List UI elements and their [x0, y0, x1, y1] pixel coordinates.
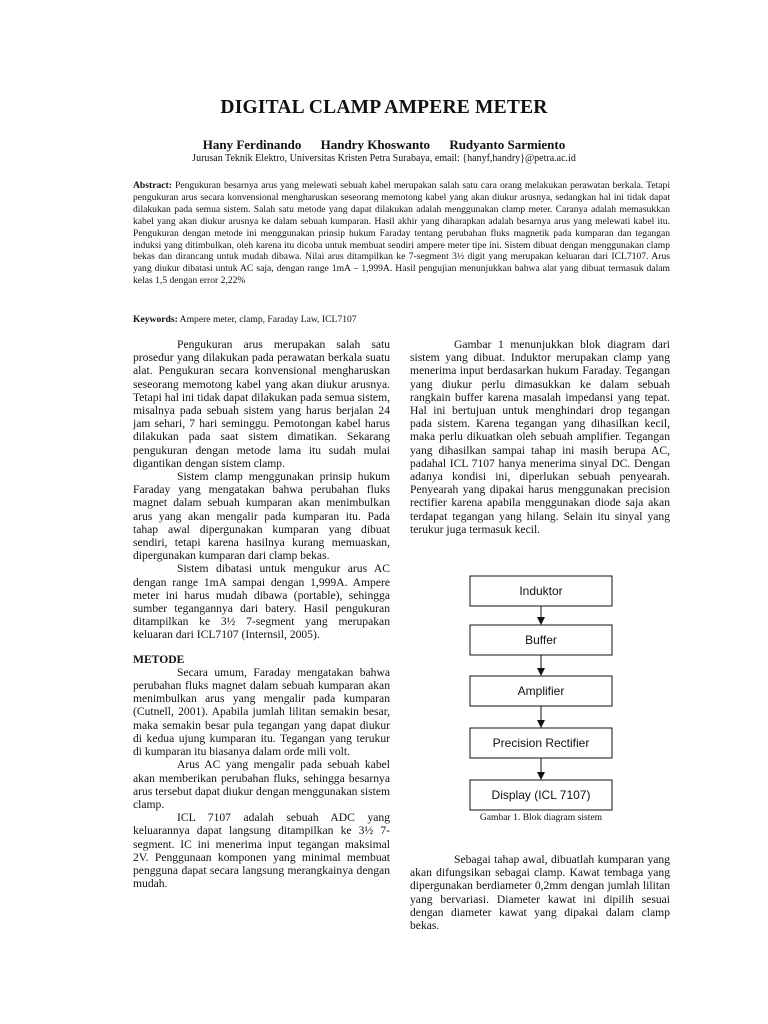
paper-title: DIGITAL CLAMP AMPERE METER [220, 97, 548, 118]
author-list [0, 137, 768, 153]
abstract-label: Abstract: [133, 180, 172, 191]
intro-paragraph-1: Pengukuran arus merupakan salah satu prosedur yang dilakukan pada perawatan berkala suatu alat. Pengukuran secara konvensional mengharuskan seseorang memotong kabel yang akan diukur arusnya. Tetapi hal ini tidak dapat dilakukan pada semua sistem, misalnya pada sebuah sistem yang harus berjalan 24 jam sehari, 7 hari seminggu. Pemotongan kabel harus dilakukan pada saat sistem dimatikan. Sekarang pengukuran dengan metode lama itu sudah mulai digantikan dengan sistem clamp. [133, 338, 390, 470]
figure-caption: Gambar 1. Blok diagram sistem [479, 812, 603, 823]
intro-paragraph-3: Sistem dibatasi untuk mengukur arus AC dengan range 1mA sampai dengan 1,999A. Ampere meter ini harus mudah dibawa (portable), sehingga sumber tegangannya dari batery. Hasil pengukuran ditampilkan ke 3½ 7-segment yang merupakan keluaran dari ICL7107 (Internsil, 2005). [133, 562, 390, 642]
section-heading-metode: METODE [133, 652, 185, 666]
block-label-buffer: Buffer [525, 633, 557, 647]
block-label-amplifier: Amplifier [517, 684, 565, 698]
abstract [133, 180, 670, 287]
metode-paragraph-2: Arus AC yang mengalir pada sebuah kabel akan memberikan perubahan fluks, sehingga besarnya arus tersebut dapat diukur dengan menggunakan sistem clamp. [133, 758, 390, 811]
metode-paragraph-3: ICL 7107 adalah sebuah ADC yang keluarannya dapat langsung ditampilkan ke 3½ 7-segment. IC ini menerima input tegangan maksimal 2V. Penggunaan komponen yang minimal membuat pengguna dapat secara langsung merangkainya dengan mudah. [133, 811, 390, 891]
keywords-text: Ampere meter, clamp, Faraday Law, ICL7107 [179, 314, 357, 325]
block-label-induktor: Induktor [519, 584, 563, 598]
block-diagram [468, 574, 614, 812]
keywords [133, 314, 670, 325]
clamp-paragraph: Sebagai tahap awal, dibuatlah kumparan yang akan difungsikan sebagai clamp. Kawat tembaga yang dipergunakan berdiameter 0,2mm dengan jumlah lilitan yang bervariasi. Diameter kawat ini dipilih sesuai dengan diameter kawat yang dipakai dalam clamp bekas. [410, 853, 670, 933]
left-column [133, 338, 390, 890]
intro-paragraph-2: Sistem clamp menggunakan prinsip hukum Faraday yang mengatakan bahwa perubahan fluks magnet dalam sebuah kumparan akan menimbulkan arus yang akan mengalir pada kumparan itu. Pada tahap awal dipergunakan kumparan yang dibuat sendiri, tetapi karena hasilnya kurang memuaskan, dipergunakan kumparan dari clamp bekas. [133, 470, 390, 563]
block-label-display: Display (ICL 7107) [491, 788, 591, 802]
block-diagram-paragraph: Gambar 1 menunjukkan blok diagram dari sistem yang dibuat. Induktor merupakan clamp yang menerima input berdasarkan hukum Faraday. Tegangan yang diukur perlu dimasukkan ke dalam sebuah rangkain buffer karena masalah impedansi yang tepat. Hal ini bertujuan untuk menghindari drop tegangan pada sistem. Karena tegangan yang dihasilkan kecil, maka perlu dikuatkan oleh sebuah amplifier. Tegangan yang dihasilkan sampai tahap ini masih berupa AC, padahal ICL 7107 hanya menerima sinyal DC. Dengan adanya kondisi ini, diperlukan sebuah penyearah. Penyearah yang dipakai harus menggunakan precision rectifier karena apabila menggunakan diode saja akan terdapat tegangan yang hilang. Selain itu sinyal yang terukur juga termasuk kecil. [410, 338, 670, 536]
keywords-label: Keywords: [133, 314, 178, 325]
block-label-precision-rectifier: Precision Rectifier [492, 736, 590, 750]
author-1: Hany Ferdinando [202, 137, 302, 152]
right-column [410, 338, 670, 536]
author-3: Rudyanto Sarmiento [449, 137, 566, 152]
affiliation: Jurusan Teknik Elektro, Universitas Kristen Petra Surabaya, email: {hanyf,handry}@petra.ac.id [192, 153, 576, 164]
author-2: Handry Khoswanto [320, 137, 431, 152]
right-column-lower [410, 853, 670, 932]
metode-paragraph-1: Secara umum, Faraday mengatakan bahwa perubahan fluks magnet dalam sebuah kumparan akan menimbulkan arus yang mengalir pada kumparan (Cutnell, 2001). Apabila jumlah lilitan semakin besar, maka semakin besar pula tegangan yang dapat diukur di kedua ujung kumparan itu. Tegangan yang terukur di kumparan itu biasanya dalam orde mili volt. [133, 665, 390, 759]
abstract-text: Pengukuran besarnya arus yang melewati sebuah kabel merupakan salah satu cara orang melakukan perawatan berkala. Tetapi pengukuran arus secara konvensional mengharuskan seseorang memotong kabel yang akan diukur arusnya, sedangkan hal ini tidak dapat dilakukan pada semua sistem. Salah satu metode yang dapat dilakukan adalah menggunakan clamp meter. Caranya adalah memasukkan kabel yang akan diukur arusnya ke dalam sebuah kumparan. Hasil akhir yang diharapkan adalah besarnya arus yang melewati kabel itu. Pengukuran dengan metode ini menggunakan prinsip hukum Faraday tentang perubahan fluks magnetik pada kumparan dan tegangan induksi yang ditimbulkan, oleh karena itu dicoba untuk membuat sendiri ampere meter tipe ini. Sistem dibuat dengan menggunakan clamp bekas dan dirancang untuk mudah dibawa. Nilai arus ditampilkan ke 7-segment 3½ digit yang merupakan keluaran dari ICL7107. Arus yang diukur dibatasi untuk AC saja, dengan range 1mA – 1,999A. Hasil pengujian menunjukkan bahwa alat yang dibuat termasuk dalam kelas 1,5 dengan error 2,22% [133, 180, 671, 287]
